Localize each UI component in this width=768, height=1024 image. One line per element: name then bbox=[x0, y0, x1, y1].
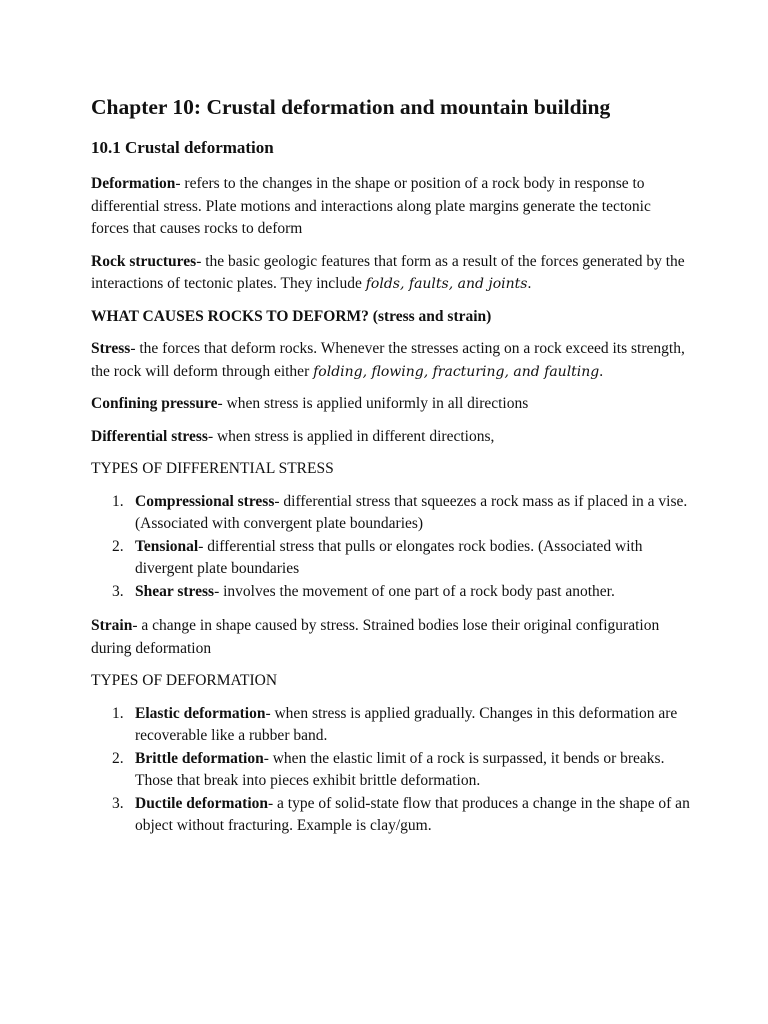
list-number: 1. bbox=[112, 492, 124, 510]
list-term: Compressional stress bbox=[135, 492, 275, 510]
paragraph-strain bbox=[91, 615, 691, 660]
definition-deformation: - refers to the changes in the shape or position of a rock body in response to differential stress. Plate motions and interactions along plate margins generate the tectonic forces that causes rocks to deform bbox=[91, 175, 651, 237]
definition-rock-structures: - the basic geologic features that form as a result of the forces generated by the interactions of tectonic plates. They include bbox=[91, 252, 685, 292]
list-item bbox=[91, 581, 691, 604]
list-number: 3. bbox=[112, 582, 124, 600]
list-item bbox=[91, 703, 691, 748]
list-number: 3. bbox=[112, 794, 124, 812]
heading-types-differential-stress: TYPES OF DIFFERENTIAL STRESS bbox=[91, 460, 334, 477]
list-term: Shear stress bbox=[135, 582, 215, 600]
paragraph-deformation bbox=[91, 173, 691, 241]
list-item bbox=[91, 748, 691, 793]
list-text: - differential stress that pulls or elongates rock bodies. (Associated with divergent plate boundaries bbox=[135, 537, 643, 577]
list-text: - when the elastic limit of a rock is surpassed, it bends or breaks. Those that break into pieces exhibit brittle deformation. bbox=[135, 749, 665, 789]
list-item bbox=[91, 536, 691, 581]
rock-structures-examples: folds, faults, and joints bbox=[365, 276, 528, 292]
term-deformation: Deformation bbox=[91, 175, 176, 192]
list-item bbox=[91, 491, 691, 536]
term-confining-pressure: Confining pressure bbox=[91, 395, 218, 412]
heading-types-deformation: TYPES OF DEFORMATION bbox=[91, 672, 278, 689]
definition-confining-pressure: - when stress is applied uniformly in all directions bbox=[217, 395, 529, 412]
definition-strain: - a change in shape caused by stress. Strained bodies lose their original configuration during deformation bbox=[91, 617, 660, 657]
term-strain: Strain bbox=[91, 617, 133, 634]
list-text: - a type of solid-state flow that produces a change in the shape of an object without fracturing. Example is clay/gum. bbox=[135, 794, 690, 834]
list-item bbox=[91, 793, 691, 838]
definition-differential-stress: - when stress is applied in different directions, bbox=[207, 427, 495, 445]
list-term: Elastic deformation bbox=[135, 704, 266, 722]
list-text: - involves the movement of one part of a rock body past another. bbox=[214, 582, 615, 600]
paragraph-differential-stress bbox=[91, 426, 691, 449]
paragraph-confining-pressure bbox=[91, 393, 691, 416]
list-stress-types bbox=[91, 491, 691, 604]
list-number: 2. bbox=[112, 749, 124, 767]
term-differential-stress: Differential stress bbox=[91, 427, 208, 445]
definition-stress: - the forces that deform rocks. Whenever the stresses acting on a rock exceed its strength, the rock will deform through either bbox=[91, 340, 685, 380]
paragraph-stress bbox=[91, 338, 691, 383]
term-stress: Stress bbox=[91, 340, 131, 357]
page-title: Chapter 10: Crustal deformation and mountain building bbox=[91, 95, 611, 119]
list-deformation-types bbox=[91, 703, 691, 838]
paragraph-rock-structures bbox=[91, 251, 691, 296]
document-page bbox=[91, 92, 691, 850]
heading-what-causes: WHAT CAUSES ROCKS TO DEFORM? (stress and strain) bbox=[91, 307, 492, 325]
list-text: - when stress is applied gradually. Changes in this deformation are recoverable like a rubber band. bbox=[135, 704, 678, 744]
stress-end: . bbox=[599, 362, 604, 380]
stress-processes: folding, flowing, fracturing, and faulting bbox=[313, 363, 600, 380]
list-number: 2. bbox=[112, 537, 124, 555]
rock-structures-end: . bbox=[527, 275, 532, 292]
list-number: 1. bbox=[112, 704, 124, 722]
list-text: - differential stress that squeezes a rock mass as if placed in a vise. (Associated with convergent plate boundaries) bbox=[135, 492, 688, 532]
list-term: Tensional bbox=[135, 537, 199, 555]
list-term: Ductile deformation bbox=[135, 794, 269, 812]
section-title: 10.1 Crustal deformation bbox=[91, 138, 274, 157]
term-rock-structures: Rock structures bbox=[91, 252, 197, 270]
list-term: Brittle deformation bbox=[135, 749, 264, 767]
